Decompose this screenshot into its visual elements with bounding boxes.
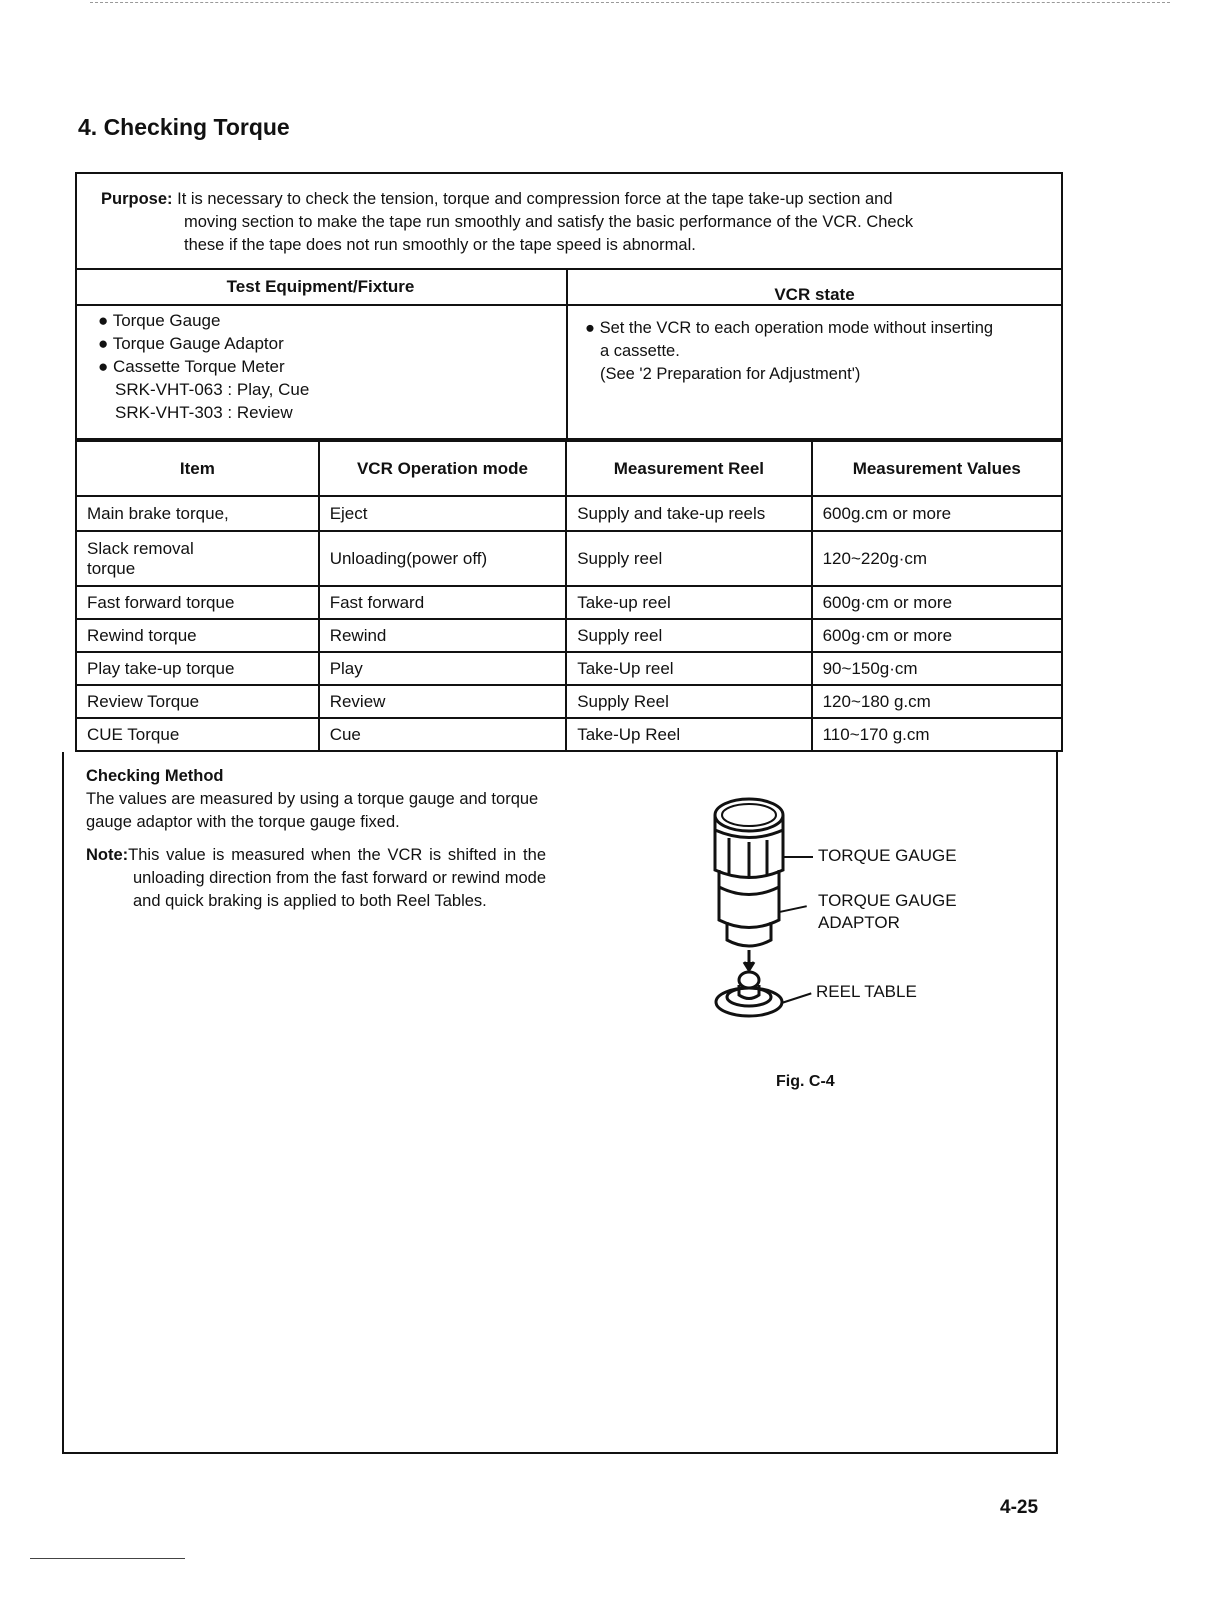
table-row — [76, 586, 1062, 619]
scan-edge — [30, 1558, 185, 1559]
table-cell: Cue — [319, 718, 567, 751]
table-cell: Review — [319, 685, 567, 718]
label-torque-gauge: TORQUE GAUGE — [818, 846, 957, 865]
label-torque-gauge-adaptor: TORQUE GAUGE ADAPTOR — [818, 891, 957, 932]
table-cell: Supply and take-up reels — [566, 496, 811, 531]
table-cell: 600g·cm or more — [812, 586, 1062, 619]
table-row — [76, 496, 1062, 531]
col-header: Item — [76, 441, 319, 496]
table-cell: 110~170 g.cm — [812, 718, 1062, 751]
table-cell: Fast forward torque — [76, 586, 319, 619]
note: Note:This value is measured when the VCR is shifted in the unloading direction from the fast forward or rewind mode and quick braking is applied to both Reel Tables. — [86, 846, 546, 910]
table-cell: Unloading(power off) — [319, 531, 567, 586]
table-cell: Play take-up torque — [76, 652, 319, 685]
vcr-state-text: ● Set the VCR to each operation mode without inserting a cassette. (See '2 Preparation for Adjustment') — [585, 319, 994, 383]
table-cell: Eject — [319, 496, 567, 531]
page-number: 4-25 — [1000, 1497, 1039, 1518]
table-cell: Play — [319, 652, 567, 685]
table-cell: Take-Up reel — [566, 652, 811, 685]
table-cell: Main brake torque, — [76, 496, 319, 531]
purpose-line: these if the tape does not run smoothly or the tape speed is abnormal. — [184, 236, 696, 254]
table-row — [76, 685, 1062, 718]
table-cell: Fast forward — [319, 586, 567, 619]
list-subitem: SRK-VHT-303 : Review — [115, 403, 293, 422]
purpose-line: It is necessary to check the tension, torque and compression force at the tape take-up section and — [177, 190, 893, 208]
col-header: Measurement Reel — [566, 441, 811, 496]
vcr-state-header: VCR state — [774, 285, 855, 304]
table-cell: 90~150g·cm — [812, 652, 1062, 685]
equipment-header: Test Equipment/Fixture — [226, 277, 415, 296]
method-title: Checking Method — [86, 767, 224, 785]
table-cell: Rewind torque — [76, 619, 319, 652]
method-text: The values are measured by using a torque gauge and torque gauge adaptor with the torque gauge fixed. — [86, 790, 539, 831]
table-cell: 120~180 g.cm — [812, 685, 1062, 718]
purpose-line: moving section to make the tape run smoothly and satisfy the basic performance of the VCR. Check — [184, 213, 914, 231]
list-item: ● Torque Gauge — [98, 311, 221, 330]
list-subitem: SRK-VHT-063 : Play, Cue — [115, 380, 310, 399]
table-cell: 120~220g·cm — [812, 531, 1062, 586]
torque-table — [75, 440, 1063, 752]
col-header: Measurement Values — [812, 441, 1062, 496]
table-cell: CUE Torque — [76, 718, 319, 751]
purpose-text — [101, 188, 1001, 257]
table-cell: Supply reel — [566, 531, 811, 586]
col-header: VCR Operation mode — [319, 441, 567, 496]
table-cell: Take-up reel — [566, 586, 811, 619]
table-cell: Supply Reel — [566, 685, 811, 718]
torque-gauge-figure — [705, 790, 815, 1030]
table-row — [76, 652, 1062, 685]
list-item: ● Torque Gauge Adaptor — [98, 334, 284, 353]
table-row — [76, 531, 1062, 586]
table-cell: Slack removal torque — [76, 531, 319, 586]
scan-edge — [90, 2, 1170, 3]
table-cell: Take-Up Reel — [566, 718, 811, 751]
label-reel-table: REEL TABLE — [816, 982, 917, 1001]
table-row — [76, 619, 1062, 652]
table-cell: Review Torque — [76, 685, 319, 718]
table-cell: Supply reel — [566, 619, 811, 652]
table-row — [76, 718, 1062, 751]
list-item: ● Cassette Torque Meter — [98, 357, 285, 376]
table-cell: 600g·cm or more — [812, 619, 1062, 652]
section-title: 4. Checking Torque — [78, 114, 290, 140]
figure-caption: Fig. C-4 — [776, 1073, 835, 1090]
purpose-label: Purpose: — [101, 190, 173, 208]
table-cell: 600g.cm or more — [812, 496, 1062, 531]
equipment-list — [98, 309, 309, 424]
leader-line — [783, 856, 813, 858]
checking-method — [86, 765, 546, 913]
table-cell: Rewind — [319, 619, 567, 652]
